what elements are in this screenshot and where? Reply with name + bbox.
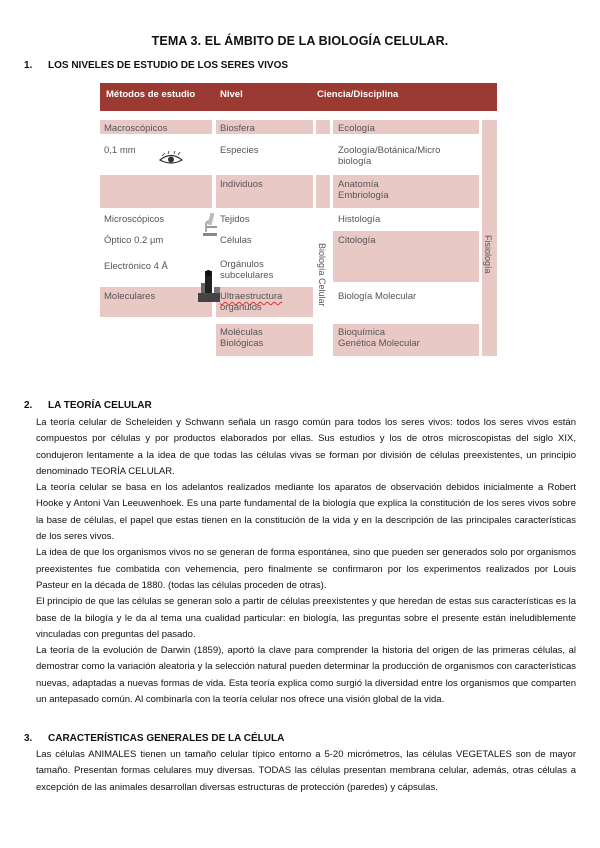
metodo-moleculares: Moleculares <box>104 291 156 302</box>
nivel-individuos: Individuos <box>220 179 263 190</box>
header-nivel: Nivel <box>220 89 243 100</box>
eye-icon <box>158 151 184 167</box>
caracteristicas-paragraph: Las células ANIMALES tienen un tamaño celular típico entorno a 5-20 micrómetros, las células VEGETALES son de mayor tamaño. Presentan formas celulares muy diversas. TODAS las células presentan membrana celular, además, otras células a excepción de las animales desarrollan diversas estructuras de protección (paredes) y cápsulas. <box>36 749 576 793</box>
metodo-macroscopicos: Macroscópicos <box>104 123 168 134</box>
section-3-title: CARACTERÍSTICAS GENERALES DE LA CÉLULA <box>48 733 285 744</box>
nivel-especies: Especies <box>220 145 259 156</box>
metodo-microscopicos: Microscópicos <box>104 214 165 225</box>
section-2-heading <box>24 400 152 411</box>
metodo-01mm: 0,1 mm <box>104 145 136 156</box>
table-header <box>100 83 497 111</box>
teoria-paragraph: El principio de que las células se generan solo a partir de células preexistentes y que heredan de estas sus características es la base de la bilogía y le da al tema una cualidad particular: en biología, las preguntas sobre el presente están ineludiblemente vinculadas con preguntas del pasado. <box>36 596 576 640</box>
study-levels-table <box>100 83 497 359</box>
section-1-heading <box>24 60 288 71</box>
ciencia-zoologia: Zoología/Botánica/Micro biología <box>338 145 441 167</box>
metodo-optico: Óptico 0.2 µm <box>104 235 164 246</box>
section-2-title: LA TEORÍA CELULAR <box>48 400 152 411</box>
teoria-celular-body <box>36 415 576 708</box>
page-title: TEMA 3. EL ÁMBITO DE LA BIOLOGÍA CELULAR. <box>151 34 449 48</box>
header-ciencia: Ciencia/Disciplina <box>317 89 399 100</box>
nivel-moleculas: Moléculas Biológicas <box>220 327 264 349</box>
nivel-organulos: Orgánulos subcelulares <box>220 259 274 281</box>
header-metodos: Métodos de estudio <box>106 89 196 100</box>
section-1-number: 1. <box>24 60 33 71</box>
section-2-number: 2. <box>24 400 33 411</box>
ciencia-histologia: Histología <box>338 214 381 225</box>
teoria-paragraph: La teoría celular de Scheleiden y Schwann señala un rasgo común para todos los seres vivos: todos los seres vivos están compuestos por células y por productos elaborados por ellas. Sus estudios y los de otros microscopistas del siglo XIX, condujeron lentamente a la idea de que todas las células vivas se forman por división de células preexistentes, un principio denominado TEORÍA CELULAR. <box>36 417 576 477</box>
electron-microscope-icon <box>196 269 222 303</box>
optical-microscope-icon <box>200 211 220 237</box>
teoria-paragraph: La idea de que los organismos vivos no se generan de forma espontánea, sino que pueden ser generados solo por organismos preexistentes fue combatida con vehemencia, pero finalmente se confirmaron por los experimentos realizados por Louis Pasteur en la década de 1880. (todas las células proceden de otras). <box>36 547 576 591</box>
nivel-ultraestructura: Ultraestructura orgánulos <box>220 291 283 313</box>
caracteristicas-body <box>36 747 576 796</box>
ciencia-citologia: Citología <box>338 235 376 246</box>
metodo-electronico: Electrónico 4 Å <box>104 261 168 272</box>
nivel-biosfera: Biosfera <box>220 123 255 134</box>
ciencia-anatomia: Anatomía Embriología <box>338 179 389 201</box>
section-1-title: LOS NIVELES DE ESTUDIO DE LOS SERES VIVOS <box>48 60 289 71</box>
teoria-paragraph: La teoría de la evolución de Darwin (1859), aportó la clave para comprender la historia del origen de las primeras células, al demostrar como la variación aleatoria y la selección natural pueden determinar la producción de organismos con características nuevas, adaptadas a nuevas formas de vida. Esta teoría explica como surgió la diversidad entre los organismos que comparten un antepasado común. Al combinarla con la teoría celular nos ofrece una visión global de la vida. <box>36 645 576 706</box>
ciencia-biologia-molecular: Biología Molecular <box>338 291 417 302</box>
teoria-paragraph: La teoría celular se basa en los adelantos realizados mediante los aparatos de observación debidos inicialmente a Robert Hooke y Antoni Van Leeuwenhoek. Es una parte fundamental de la biología que explica la constitución de los seres vivos sobre la base de células, el papel que estas tienen en la constitución de la vida y en la descripción de las principales características de los seres vivos. <box>36 482 576 543</box>
biologia-celular-label: Biología Celular <box>317 243 327 307</box>
ciencia-ecologia: Ecología <box>338 123 375 134</box>
nivel-tejidos: Tejidos <box>220 214 250 225</box>
nivel-celulas: Células <box>220 235 252 246</box>
ciencia-bioquimica: Bioquímica Genética Molecular <box>338 327 420 349</box>
section-3-number: 3. <box>24 733 33 744</box>
fisiologia-label: Fisiología <box>483 235 493 274</box>
section-3-heading <box>24 733 284 744</box>
